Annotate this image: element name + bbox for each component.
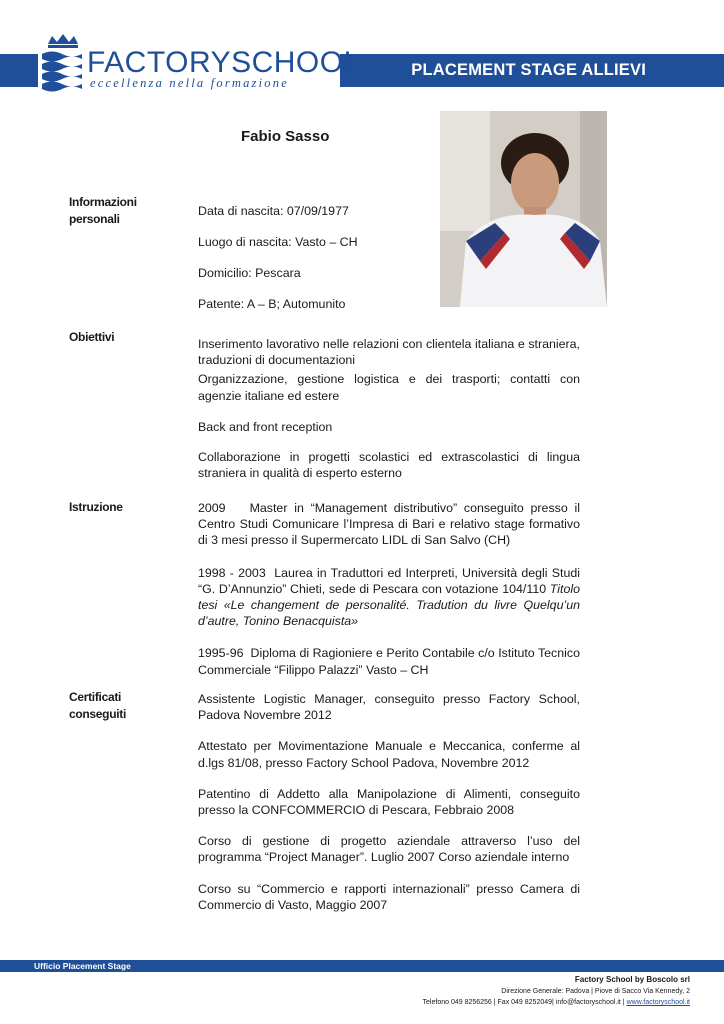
thesis-title: Titolo tesi «Le changement de personalité. Tradution du livre Quelqu’un d’autre, Tonino Benacquista» [198, 581, 580, 629]
brand-tagline: eccellenza nella formazione [90, 76, 289, 90]
birth-date: Data di nascita: 07/09/1977 [198, 204, 349, 218]
footer-office-label: Ufficio Placement Stage [34, 961, 131, 971]
certificate-item: Patentino di Addetto alla Manipolazione di Alimenti, conseguito presso la CONFCOMMERCIO di Pescara, Febbraio 2008 [198, 786, 580, 818]
education-item [198, 565, 580, 630]
certificate-item: Assistente Logistic Manager, conseguito presso Factory School, Padova Novembre 2012 [198, 692, 580, 723]
personal-info [198, 196, 418, 320]
education-item [198, 500, 580, 549]
factoryschool-logo-icon [40, 34, 86, 94]
certificates-list [198, 691, 580, 913]
education-text: Diploma di Ragioniere e Perito Contabile c/o Istituto Tecnico Commerciale “Filippo Palazzi” Vasto – CH [198, 646, 580, 677]
education-list [198, 500, 580, 678]
certificate-item: Attestato per Movimentazione Manuale e Meccanica, conferme al d.lgs 81/08, presso Factory School Padova, Novembre 2012 [198, 739, 580, 770]
section-label-education: Istruzione [69, 500, 123, 514]
candidate-name: Fabio Sasso [241, 128, 330, 145]
education-text: Laurea in Traduttori ed Interpreti, Università degli Studi “G. D’Annunzio” Chieti, sede di Pescara con votazione 104/110 [198, 565, 580, 596]
objectives-list [198, 336, 580, 481]
objective-item: Back and front reception [198, 419, 333, 434]
education-year: 1995-96 [198, 646, 244, 661]
objective-item: Organizzazione, gestione logistica e dei trasporti; contatti con agenzie italiane ed estere [198, 372, 580, 403]
section-label-objectives: Obiettivi [69, 330, 115, 344]
education-year: 2009 [198, 501, 226, 515]
certificate-item: Corso di gestione di progetto aziendale attraverso l’uso del programma “Project Manager”. Luglio 2007 Corso aziendale interno [198, 834, 580, 865]
footer-address: Direzione Generale: Padova | Piove di Sacco Via Kennedy, 2 [501, 988, 690, 995]
driving-license: Patente: A – B; Automunito [198, 297, 346, 311]
website-link[interactable]: www.factoryschool.it [626, 999, 690, 1006]
certificate-item: Corso su “Commercio e rapporti internazionali” presso Camera di Commercio di Vasto, Maggio 2007 [198, 881, 580, 912]
education-year: 1998 - 2003 [198, 565, 266, 580]
footer-phone-fax-email: Telefono 049 8256256 | Fax 049 8252049| info@factoryschool.it | [422, 999, 627, 1006]
brand-name: FACTORYSCHOOL [87, 46, 361, 79]
objective-item: Inserimento lavorativo nelle relazioni con clientela italiana e straniera, traduzioni di documentazioni [198, 337, 580, 368]
page-title: PLACEMENT STAGE ALLIEVI [411, 61, 646, 79]
section-label-personal: Informazioni personali [69, 195, 137, 226]
education-text: Master in “Management distributivo” conseguito presso il Centro Studi Comunicare l’Impresa di Bari e relativo stage formativo di 3 mesi presso il Supermercato LIDL di San Salvo (CH) [198, 501, 580, 548]
footer-contacts [423, 999, 690, 1006]
footer-company: Factory School by Boscolo srl [574, 975, 690, 984]
residence: Domicilio: Pescara [198, 266, 301, 280]
objective-item: Collaborazione in progetti scolastici ed extrascolastici di lingua straniera in qualità di esperto esterno [198, 450, 580, 481]
candidate-photo [440, 111, 607, 307]
birth-place: Luogo di nascita: Vasto – CH [198, 235, 358, 249]
section-label-certificates: Certificati conseguiti [69, 690, 127, 721]
education-item [198, 645, 580, 677]
